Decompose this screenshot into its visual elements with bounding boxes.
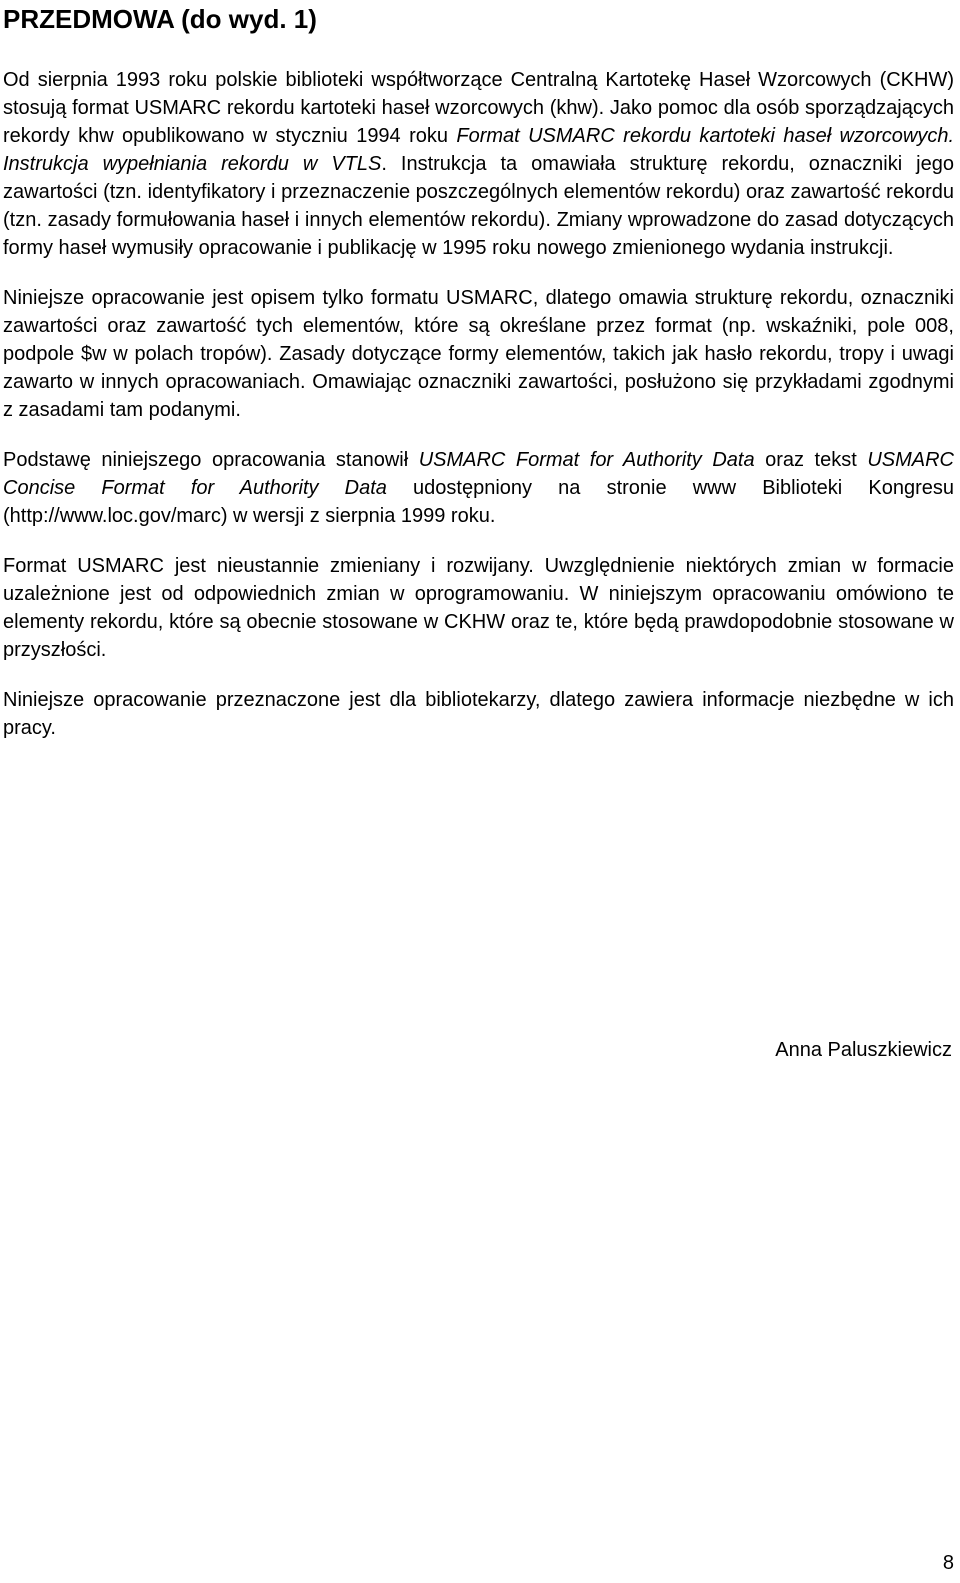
paragraph-4-run-1: Format USMARC jest nieustannie zmieniany i rozwijany. Uwzględnienie niektórych zmian w formacie uzależnione jest od odpowiednich zmian w oprogramowaniu. W niniejszym opracowaniu omówiono te elementy rekordu, które są obecnie stosowane w CKHW oraz te, które będą prawdopodobnie stosowane w przyszłości.: [3, 555, 954, 661]
paragraph-3-run-4-italic-title: USMARC Concise Format for Authority Data: [3, 449, 954, 499]
paragraph-4: [3, 552, 954, 664]
paragraph-5-run-1: Niniejsze opracowanie przeznaczone jest dla bibliotekarzy, dlatego zawiera informacje niezbędne w ich pracy.: [3, 689, 954, 739]
paragraph-1-run-2-italic-title: Format USMARC rekordu kartoteki haseł wzorcowych. Instrukcja wypełniania rekordu w VTLS: [3, 125, 954, 175]
paragraph-3-run-3: oraz tekst: [754, 449, 868, 471]
page-title: PRZEDMOWA (do wyd. 1): [3, 4, 317, 34]
paragraph-3-run-5: udostępniony na stronie www Biblioteki Kongresu (http://www.loc.gov/marc) w wersji z sierpnia 1999 roku.: [3, 477, 954, 527]
paragraph-2: [3, 284, 954, 424]
paragraph-3: [3, 446, 954, 530]
paragraph-1-run-3: . Instrukcja ta omawiała strukturę rekordu, oznaczniki jego zawartości (tzn. identyfikatory i przeznaczenie poszczególnych elementów rekordu) oraz zawartość rekordu (tzn. zasady formułowania haseł i innych elementów rekordu). Zmiany wprowadzone do zasad dotyczących formy haseł wymusiły opracowanie i publikację w 1995 roku nowego zmienionego wydania instrukcji.: [3, 153, 954, 259]
author-signature: Anna Paluszkiewicz: [775, 1039, 952, 1061]
body-text: [3, 66, 954, 764]
page-number: 8: [942, 1552, 954, 1574]
paragraph-5: [3, 686, 954, 742]
paragraph-3-run-1: Podstawę niniejszego opracowania stanowił: [3, 449, 419, 471]
paragraph-1: [3, 66, 954, 262]
paragraph-3-run-2-italic-title: USMARC Format for Authority Data: [418, 449, 755, 471]
paragraph-2-run-1: Niniejsze opracowanie jest opisem tylko formatu USMARC, dlatego omawia strukturę rekordu, oznaczniki zawartości oraz zawartość tych elementów, które są określane przez format (np. wskaźniki, pole 008, podpole $w w polach tropów). Zasady dotyczące formy elementów, takich jak hasło rekordu, tropy i uwagi zawarto w innych opracowaniach. Omawiając oznaczniki zawartości, posłużono się przykładami zgodnymi z zasadami tam podanymi.: [3, 287, 954, 421]
paragraph-1-run-1: Od sierpnia 1993 roku polskie biblioteki współtworzące Centralną Kartotekę Haseł Wzorcowych (CKHW) stosują format USMARC rekordu kartoteki haseł wzorcowych (khw). Jako pomoc dla osób sporządzających rekordy khw opublikowano w styczniu 1994 roku: [3, 69, 954, 147]
